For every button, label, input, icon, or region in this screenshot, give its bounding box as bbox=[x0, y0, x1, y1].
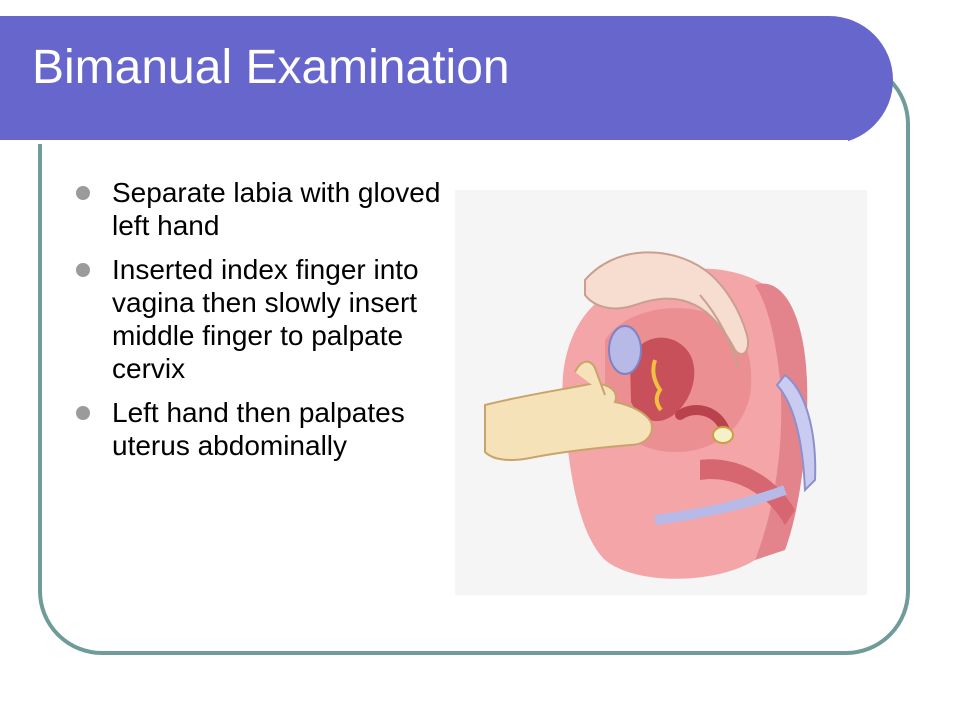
bullet-dot-icon bbox=[76, 263, 90, 277]
slide-title: Bimanual Examination bbox=[32, 41, 510, 94]
ovary bbox=[713, 427, 733, 443]
bullet-item bbox=[70, 253, 455, 385]
bullet-list bbox=[70, 176, 455, 473]
title-underline bbox=[0, 140, 848, 144]
bullet-text: Left hand then palpates uterus abdominally bbox=[112, 397, 405, 461]
bullet-dot-icon bbox=[76, 406, 90, 420]
bladder bbox=[609, 326, 641, 374]
bullet-item bbox=[70, 396, 455, 462]
bullet-text: Inserted index finger into vagina then slowly insert middle finger to palpate cervix bbox=[112, 254, 419, 384]
bullet-dot-icon bbox=[76, 186, 90, 200]
bullet-text: Separate labia with gloved left hand bbox=[112, 177, 441, 241]
bullet-item bbox=[70, 176, 455, 242]
bimanual-exam-illustration bbox=[455, 190, 867, 595]
